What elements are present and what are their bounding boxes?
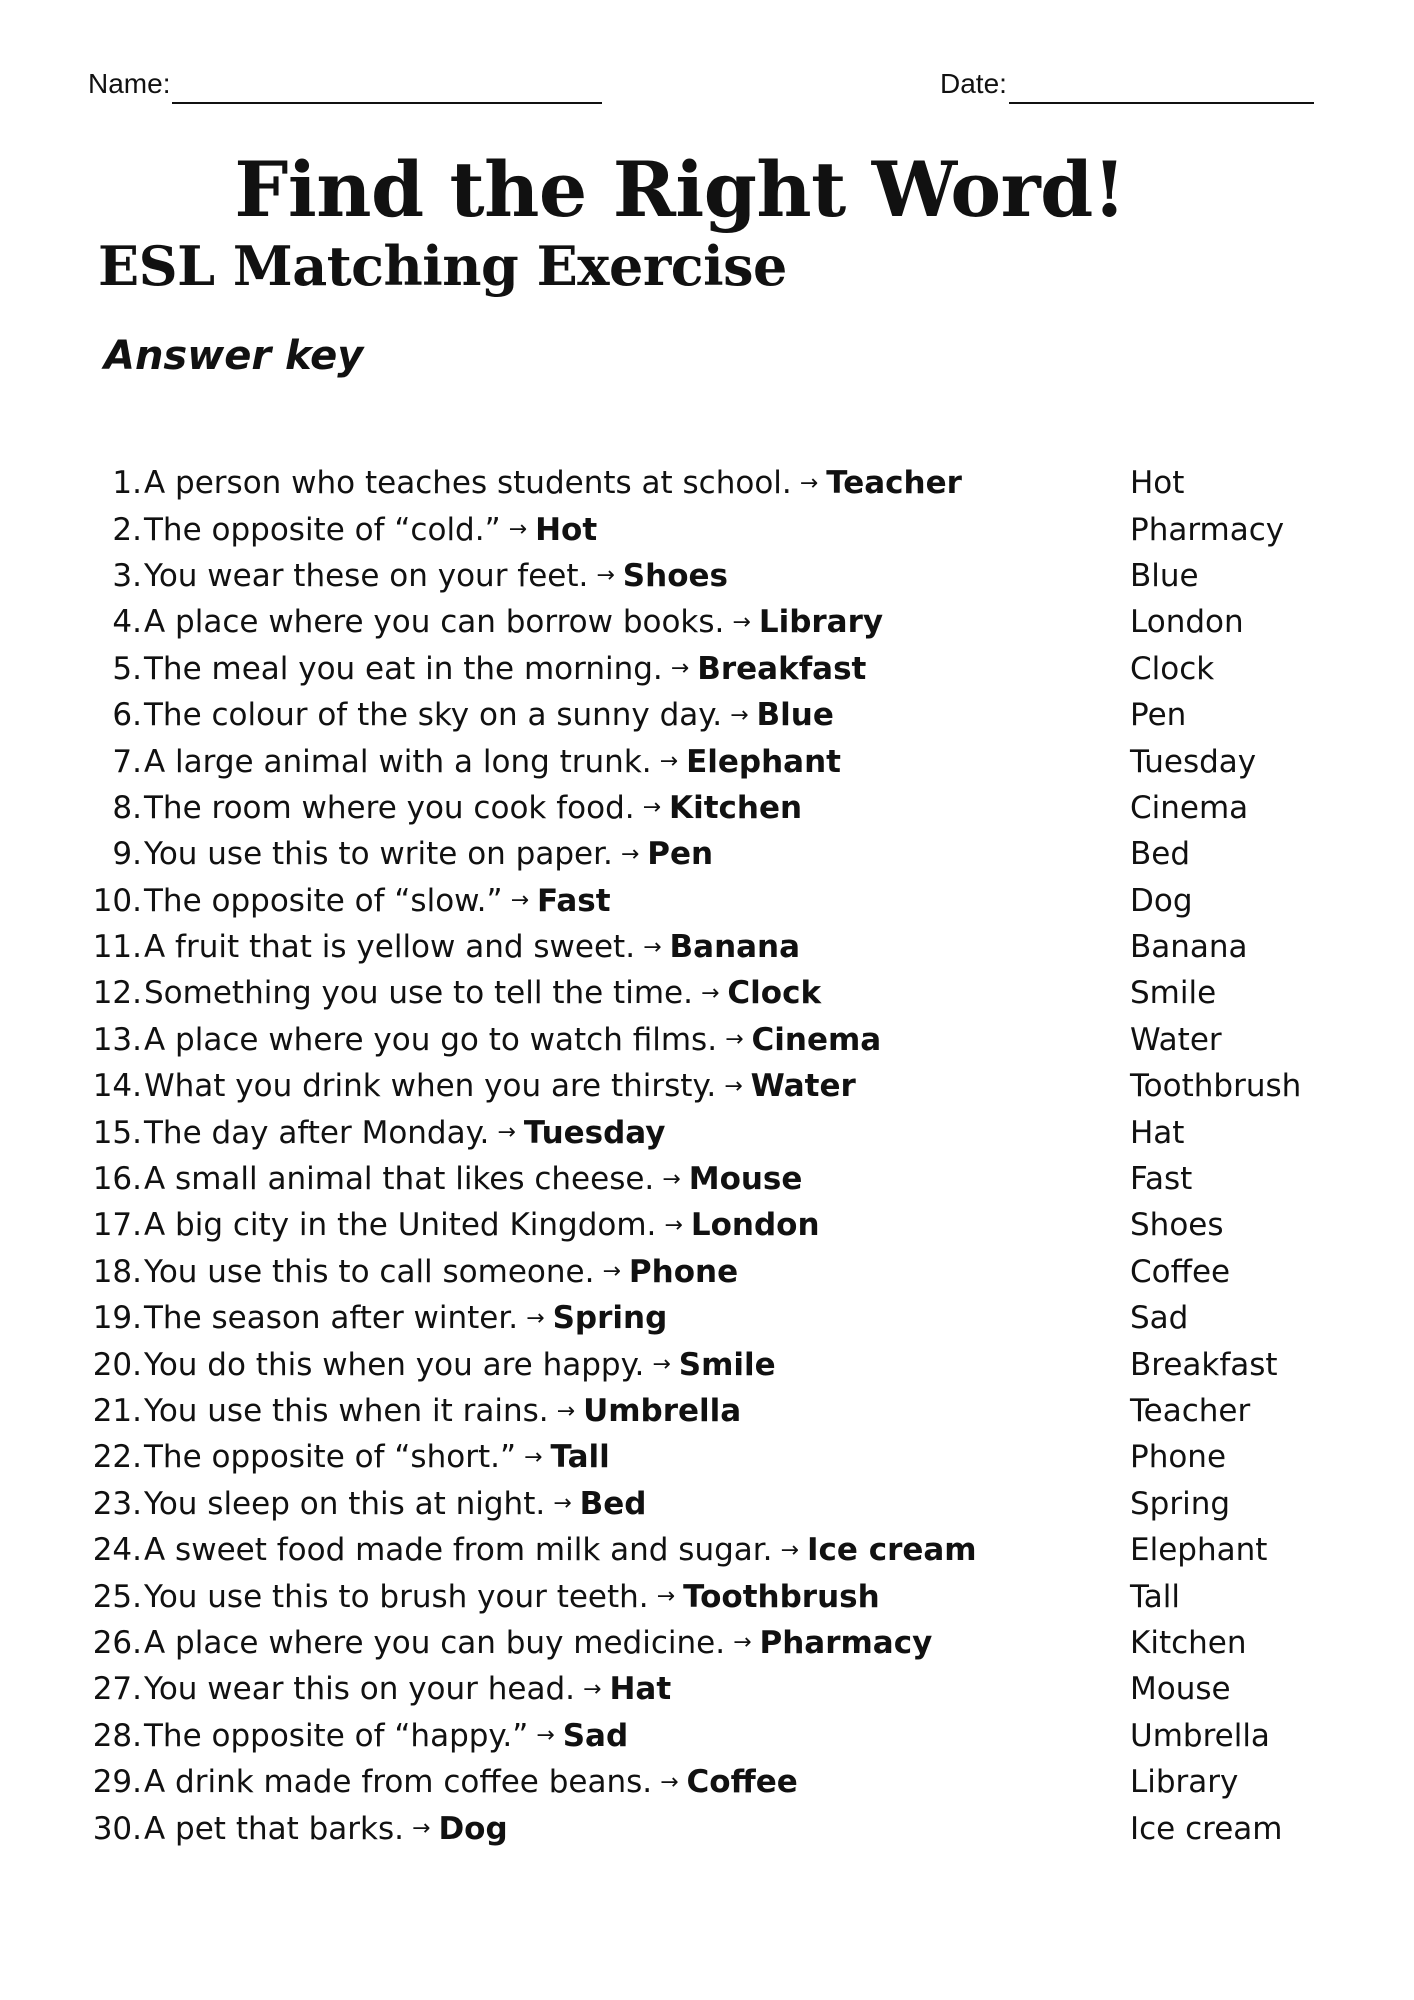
question-number: 24. xyxy=(92,1532,142,1569)
question-item xyxy=(80,1527,1080,1573)
question-number: 5. xyxy=(112,650,142,687)
page-subtitle: ESL Matching Exercise xyxy=(98,234,787,298)
question-answer: Clock xyxy=(727,975,822,1012)
question-number: 9. xyxy=(112,836,142,873)
arrow-icon: → xyxy=(510,888,530,914)
page-title: Find the Right Word! xyxy=(234,145,1126,234)
arrow-icon: → xyxy=(602,1259,621,1285)
question-answer: Ice cream xyxy=(806,1532,977,1569)
question-item xyxy=(80,1156,1080,1202)
question-answer: Hot xyxy=(535,511,598,548)
question-number: 11. xyxy=(92,929,142,966)
word-bank-item: Shoes xyxy=(1130,1207,1224,1244)
question-number: 29. xyxy=(92,1764,142,1801)
question-answer: Pharmacy xyxy=(759,1624,933,1661)
question-item xyxy=(80,831,1080,877)
question-text: What you drink when you are thirsty. xyxy=(144,1068,717,1105)
question-text: You use this to call someone. xyxy=(144,1253,595,1290)
question-text: A small animal that likes cheese. xyxy=(144,1161,655,1198)
arrow-icon: → xyxy=(642,795,662,821)
question-text: A drink made from coffee beans. xyxy=(144,1764,653,1801)
question-item xyxy=(80,1666,1080,1712)
question-number: 4. xyxy=(112,604,142,641)
question-text: You use this to brush your teeth. xyxy=(144,1578,649,1615)
question-number: 8. xyxy=(112,789,142,826)
question-number: 23. xyxy=(92,1485,142,1522)
question-text: A place where you can borrow books. xyxy=(144,604,725,641)
arrow-icon: → xyxy=(799,470,819,496)
question-item xyxy=(80,1388,1080,1434)
question-text: Something you use to tell the time. xyxy=(144,975,693,1012)
arrow-icon: → xyxy=(724,1073,743,1099)
arrow-icon: → xyxy=(620,841,640,867)
question-item xyxy=(80,1063,1080,1109)
question-answer: Coffee xyxy=(686,1764,798,1801)
word-bank-item: Hat xyxy=(1130,1114,1185,1151)
word-bank-item: Water xyxy=(1130,1021,1222,1058)
word-bank-item: Mouse xyxy=(1130,1671,1231,1708)
question-answer: London xyxy=(690,1207,820,1244)
question-number: 25. xyxy=(92,1578,142,1615)
arrow-icon: → xyxy=(730,702,749,728)
question-number: 22. xyxy=(92,1439,142,1476)
question-text: You wear these on your feet. xyxy=(144,557,589,594)
question-number: 21. xyxy=(92,1393,142,1429)
word-bank-item: Spring xyxy=(1130,1485,1231,1522)
question-text: A person who teaches students at school. xyxy=(144,465,792,502)
word-bank-item: Pen xyxy=(1130,697,1187,734)
question-answer: Umbrella xyxy=(583,1393,742,1429)
word-bank-item: Breakfast xyxy=(1130,1346,1278,1383)
question-answer: Mouse xyxy=(688,1161,803,1198)
question-text: The opposite of “happy.” xyxy=(144,1717,529,1754)
question-answer: Dog xyxy=(438,1810,508,1847)
word-bank-item: Pharmacy xyxy=(1130,511,1285,548)
name-blank-line[interactable] xyxy=(172,72,602,104)
arrow-icon: → xyxy=(556,1398,576,1424)
question-text: A place where you go to watch films. xyxy=(144,1021,718,1058)
question-answer: Banana xyxy=(669,929,801,966)
question-answer: Tall xyxy=(550,1439,610,1476)
question-text: You wear this on your head. xyxy=(144,1671,576,1708)
word-bank-item: Cinema xyxy=(1130,789,1249,826)
date-blank-line[interactable] xyxy=(1009,72,1314,104)
arrow-icon: → xyxy=(643,934,662,960)
question-answer: Tuesday xyxy=(523,1114,666,1151)
question-list xyxy=(80,460,1080,1852)
word-bank-item: Tall xyxy=(1130,1578,1181,1615)
word-bank-item: Dog xyxy=(1130,882,1193,919)
question-text: You do this when you are happy. xyxy=(144,1346,645,1383)
word-bank-item: Umbrella xyxy=(1130,1717,1270,1754)
question-item xyxy=(80,1481,1080,1527)
question-number: 16. xyxy=(92,1161,142,1198)
arrow-icon: → xyxy=(725,1027,744,1053)
question-text: The opposite of “cold.” xyxy=(144,511,501,548)
question-item xyxy=(80,878,1080,924)
question-answer: Kitchen xyxy=(669,789,803,826)
question-item xyxy=(80,970,1080,1016)
question-text: The colour of the sky on a sunny day. xyxy=(144,697,723,734)
question-number: 2. xyxy=(112,511,142,548)
question-answer: Breakfast xyxy=(697,650,867,687)
question-text: The opposite of “short.” xyxy=(144,1439,517,1476)
question-answer: Smile xyxy=(678,1346,776,1383)
word-bank-item: Blue xyxy=(1130,557,1199,594)
question-item xyxy=(80,1620,1080,1666)
question-number: 19. xyxy=(92,1300,142,1337)
question-answer: Spring xyxy=(552,1300,668,1337)
word-bank-item: Bed xyxy=(1130,836,1191,873)
question-item xyxy=(80,1805,1080,1851)
arrow-icon: → xyxy=(732,609,751,635)
question-item xyxy=(80,646,1080,692)
question-answer: Bed xyxy=(579,1485,647,1522)
arrow-icon: → xyxy=(536,1723,555,1749)
question-number: 27. xyxy=(92,1671,142,1708)
question-number: 15. xyxy=(92,1114,142,1151)
arrow-icon: → xyxy=(526,1305,545,1331)
word-bank-item: Tuesday xyxy=(1130,743,1257,780)
question-item xyxy=(80,1295,1080,1341)
question-answer: Sad xyxy=(562,1717,629,1754)
question-answer: Hat xyxy=(609,1671,672,1708)
question-text: A sweet food made from milk and sugar. xyxy=(144,1532,773,1569)
question-number: 13. xyxy=(92,1021,142,1058)
question-number: 28. xyxy=(92,1717,142,1754)
question-answer: Teacher xyxy=(826,465,962,502)
question-item xyxy=(80,738,1080,784)
word-bank-item: Kitchen xyxy=(1130,1624,1247,1661)
question-item xyxy=(80,599,1080,645)
question-item xyxy=(80,506,1080,552)
question-number: 3. xyxy=(112,557,142,594)
question-answer: Library xyxy=(758,604,884,641)
question-number: 26. xyxy=(92,1624,142,1661)
question-number: 30. xyxy=(92,1810,142,1847)
question-item xyxy=(80,924,1080,970)
word-bank-item: Fast xyxy=(1130,1161,1193,1198)
arrow-icon: → xyxy=(596,563,615,589)
word-bank-item: Hot xyxy=(1130,465,1185,502)
word-bank xyxy=(1130,460,1390,1852)
question-item xyxy=(80,460,1080,506)
arrow-icon: → xyxy=(660,1769,679,1795)
arrow-icon: → xyxy=(553,1491,572,1517)
word-bank-item: Teacher xyxy=(1130,1393,1251,1429)
word-bank-item: Phone xyxy=(1130,1439,1227,1476)
word-bank-item: London xyxy=(1130,604,1244,641)
question-answer: Phone xyxy=(628,1253,739,1290)
question-answer: Toothbrush xyxy=(683,1578,880,1615)
question-number: 18. xyxy=(92,1253,142,1290)
question-text: You use this to write on paper. xyxy=(144,836,613,873)
question-text: The season after winter. xyxy=(144,1300,519,1337)
arrow-icon: → xyxy=(700,980,720,1006)
question-text: A big city in the United Kingdom. xyxy=(144,1207,657,1244)
arrow-icon: → xyxy=(412,1816,431,1842)
word-bank-item: Ice cream xyxy=(1130,1810,1283,1847)
arrow-icon: → xyxy=(583,1676,602,1702)
word-bank-item: Clock xyxy=(1130,650,1215,687)
question-number: 14. xyxy=(92,1068,142,1105)
arrow-icon: → xyxy=(497,1120,516,1146)
date-field[interactable] xyxy=(940,64,1314,104)
question-text: The day after Monday. xyxy=(144,1114,490,1151)
question-item xyxy=(80,1759,1080,1805)
question-item xyxy=(80,1202,1080,1248)
word-bank-item: Library xyxy=(1130,1764,1239,1801)
word-bank-item: Elephant xyxy=(1130,1532,1268,1569)
question-item xyxy=(80,1017,1080,1063)
question-text: A fruit that is yellow and sweet. xyxy=(144,929,636,966)
question-answer: Water xyxy=(750,1068,856,1105)
question-item xyxy=(80,1341,1080,1387)
question-number: 7. xyxy=(112,743,142,780)
date-label: Date: xyxy=(940,68,1007,99)
question-text: A pet that barks. xyxy=(144,1810,405,1847)
question-answer: Pen xyxy=(647,836,714,873)
question-number: 17. xyxy=(92,1207,142,1244)
question-item xyxy=(80,1713,1080,1759)
question-text: The room where you cook food. xyxy=(144,789,635,826)
question-item xyxy=(80,1109,1080,1155)
question-number: 20. xyxy=(92,1346,142,1383)
arrow-icon: → xyxy=(780,1537,799,1563)
word-bank-item: Toothbrush xyxy=(1130,1068,1302,1105)
arrow-icon: → xyxy=(508,517,528,543)
question-number: 10. xyxy=(92,882,142,919)
question-item xyxy=(80,692,1080,738)
question-item xyxy=(80,1573,1080,1619)
word-bank-item: Smile xyxy=(1130,975,1217,1012)
word-bank-item: Banana xyxy=(1130,929,1248,966)
question-answer: Elephant xyxy=(686,743,841,780)
arrow-icon: → xyxy=(659,749,679,775)
question-text: A place where you can buy medicine. xyxy=(144,1624,726,1661)
arrow-icon: → xyxy=(656,1584,676,1610)
question-text: The meal you eat in the morning. xyxy=(144,650,663,687)
question-number: 6. xyxy=(112,697,142,734)
name-label: Name: xyxy=(88,68,171,99)
arrow-icon: → xyxy=(670,656,690,682)
word-bank-item: Sad xyxy=(1130,1300,1189,1337)
arrow-icon: → xyxy=(652,1352,671,1378)
question-item xyxy=(80,1434,1080,1480)
arrow-icon: → xyxy=(524,1444,543,1470)
question-text: You sleep on this at night. xyxy=(144,1485,546,1522)
question-item xyxy=(80,1249,1080,1295)
answer-key-label: Answer key xyxy=(104,333,364,379)
question-number: 1. xyxy=(112,465,142,502)
name-field[interactable] xyxy=(88,64,602,104)
question-item xyxy=(80,553,1080,599)
question-text: The opposite of “slow.” xyxy=(144,882,503,919)
arrow-icon: → xyxy=(662,1166,681,1192)
arrow-icon: → xyxy=(733,1630,752,1656)
question-answer: Shoes xyxy=(622,557,728,594)
question-answer: Fast xyxy=(537,882,611,919)
question-number: 12. xyxy=(92,975,142,1012)
question-answer: Blue xyxy=(756,697,834,734)
word-bank-item: Coffee xyxy=(1130,1253,1231,1290)
arrow-icon: → xyxy=(664,1212,683,1238)
question-text: A large animal with a long trunk. xyxy=(144,743,652,780)
question-text: You use this when it rains. xyxy=(144,1393,549,1429)
question-item xyxy=(80,785,1080,831)
question-answer: Cinema xyxy=(751,1021,882,1058)
